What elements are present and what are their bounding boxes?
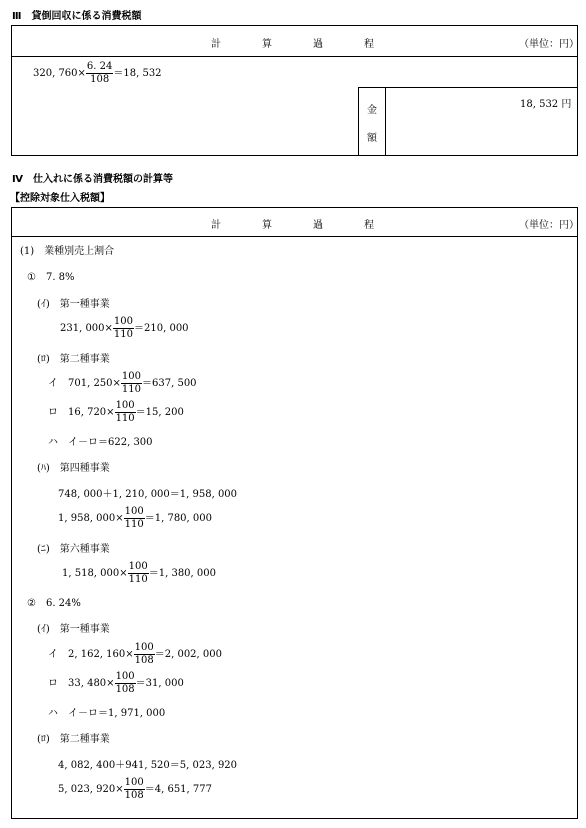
- calc-line: [48, 371, 197, 396]
- header-char: 計: [211, 39, 221, 50]
- fraction: [113, 316, 134, 341]
- fraction-denominator: 110: [121, 384, 142, 395]
- header-char: 算: [262, 39, 272, 50]
- fraction-denominator: 108: [134, 655, 154, 666]
- amount-label-char: 金: [367, 105, 377, 116]
- header-char: 程: [364, 220, 374, 231]
- calc-line: [33, 61, 162, 86]
- calc-pre: 1, 518, 000×: [62, 568, 128, 579]
- calc-post: ＝15, 200: [135, 407, 184, 418]
- fraction: [134, 642, 155, 667]
- calc-post: ＝1, 780, 000: [144, 513, 212, 524]
- business-type-label: (ﾆ) 第六種事業: [37, 544, 110, 555]
- fraction-numerator: 100: [124, 506, 144, 517]
- item-heading: (1) 業種別売上割合: [20, 246, 115, 257]
- calc-post: ＝18, 532: [113, 68, 162, 79]
- fraction-numerator: 100: [115, 400, 135, 411]
- fraction-denominator: 110: [115, 413, 135, 424]
- rate-heading: ② 6. 24%: [27, 598, 81, 609]
- calc-line: 4, 082, 400＋941, 520＝5, 023, 920: [58, 760, 238, 771]
- calc-pre: イ 701, 250×: [48, 378, 121, 389]
- amount-value: 18, 532 円: [520, 99, 572, 110]
- fraction-denominator: 108: [90, 74, 110, 85]
- fraction-numerator: 100: [124, 777, 144, 788]
- fraction-denominator: 108: [115, 684, 135, 695]
- fraction-numerator: 100: [115, 671, 135, 682]
- fraction-denominator: 110: [124, 519, 144, 530]
- table-divider: [12, 56, 578, 57]
- calc-line: [48, 400, 184, 425]
- calc-post: ＝2, 002, 000: [154, 649, 222, 660]
- calc-pre: 1, 958, 000×: [58, 513, 124, 524]
- section-4-title: Ⅳ 仕入れに係る消費税額の計算等: [12, 174, 173, 185]
- amount-label-char: 額: [367, 133, 377, 144]
- calc-line: ハ イ－ロ＝622, 300: [48, 437, 153, 448]
- fraction: [115, 400, 136, 425]
- fraction: [124, 777, 145, 802]
- fraction: [128, 561, 149, 586]
- fraction: [121, 371, 142, 396]
- business-type-label: (ｲ) 第一種事業: [37, 624, 110, 635]
- calc-pre: イ 2, 162, 160×: [48, 649, 134, 660]
- business-type-label: (ﾛ) 第二種事業: [37, 354, 110, 365]
- calc-pre: ロ 16, 720×: [48, 407, 115, 418]
- fraction-denominator: 110: [128, 574, 148, 585]
- business-type-label: (ﾛ) 第二種事業: [37, 734, 110, 745]
- fraction: [115, 671, 136, 696]
- header-char: 算: [262, 220, 272, 231]
- calc-line: [60, 316, 189, 341]
- header-char: 程: [364, 39, 374, 50]
- fraction-numerator: 100: [121, 371, 142, 382]
- calc-line: ハ イ－ロ＝1, 971, 000: [48, 708, 166, 719]
- header-char: 過: [313, 39, 323, 50]
- calc-post: ＝1, 380, 000: [148, 568, 216, 579]
- calc-line: [48, 671, 184, 696]
- calc-line: [62, 561, 216, 586]
- fraction: [86, 61, 113, 86]
- calc-post: ＝637, 500: [142, 378, 197, 389]
- fraction-numerator: 100: [134, 642, 154, 653]
- amount-box-top: [358, 87, 578, 88]
- section-4-subtitle: 【控除対象仕入税額】: [10, 193, 110, 204]
- business-type-label: (ﾊ) 第四種事業: [37, 463, 110, 474]
- fraction-denominator: 110: [113, 329, 134, 340]
- fraction-numerator: 100: [113, 316, 134, 327]
- section-3-table: [11, 25, 578, 156]
- calc-pre: 231, 000×: [60, 323, 113, 334]
- calc-line: [58, 506, 212, 531]
- calc-line: [58, 777, 212, 802]
- amount-box-divider: [385, 87, 386, 156]
- calc-pre: 320, 760×: [33, 68, 86, 79]
- calc-line: [48, 642, 222, 667]
- calc-pre: 5, 023, 920×: [58, 784, 124, 795]
- table-divider: [12, 236, 578, 237]
- calc-post: ＝210, 000: [134, 323, 189, 334]
- fraction-denominator: 108: [124, 790, 144, 801]
- rate-heading: ① 7. 8%: [27, 272, 75, 283]
- header-char: 計: [211, 220, 221, 231]
- fraction-numerator: 100: [128, 561, 148, 572]
- section-3-title: Ⅲ 貸倒回収に係る消費税額: [12, 11, 142, 22]
- amount-box-left: [358, 87, 359, 156]
- unit-label: （単位：円）: [519, 220, 579, 231]
- calc-post: ＝31, 000: [135, 678, 184, 689]
- fraction-numerator: 6. 24: [86, 61, 113, 72]
- fraction: [124, 506, 145, 531]
- header-char: 過: [313, 220, 323, 231]
- calc-pre: ロ 33, 480×: [48, 678, 115, 689]
- unit-label: （単位：円）: [519, 39, 579, 50]
- calc-line: 748, 000＋1, 210, 000＝1, 958, 000: [58, 489, 238, 500]
- business-type-label: (ｲ) 第一種事業: [37, 299, 110, 310]
- calc-post: ＝4, 651, 777: [144, 784, 212, 795]
